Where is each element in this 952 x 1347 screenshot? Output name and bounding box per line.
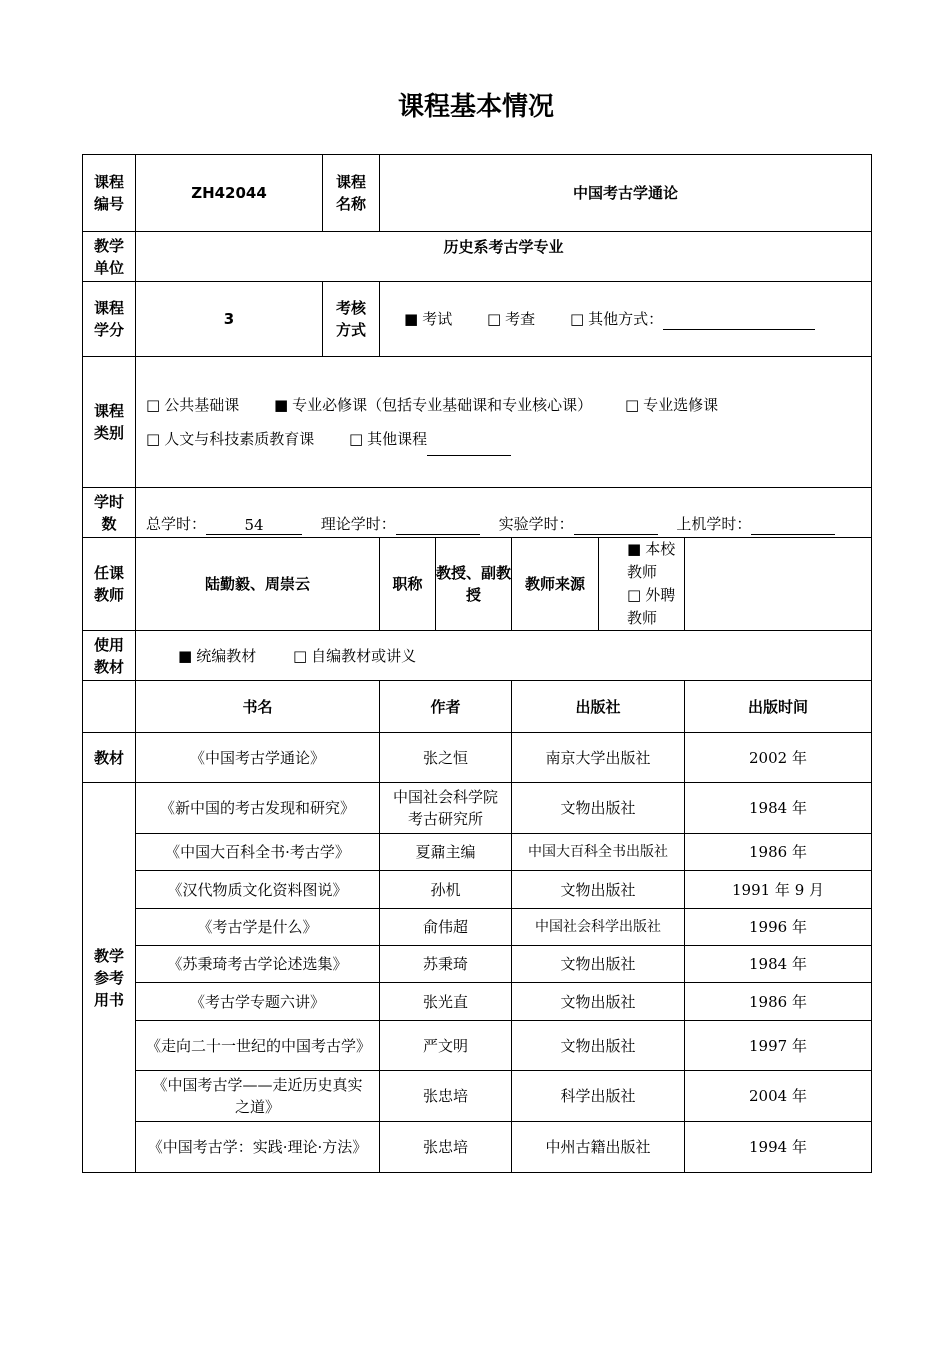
reference-date: 1984 年	[685, 946, 872, 983]
reference-author: 严文明	[380, 1021, 512, 1071]
book-header-title: 书名	[136, 681, 380, 733]
textbook-row	[83, 733, 872, 783]
reference-row	[83, 1021, 872, 1071]
teacher-label: 任课教师	[83, 538, 136, 631]
type-option-public[interactable]: □ 公共基础课	[146, 388, 239, 422]
book-header-author: 作者	[380, 681, 512, 733]
reference-date: 1997 年	[685, 1021, 872, 1071]
teacher-source-wrap	[512, 538, 685, 631]
course-name: 中国考古学通论	[380, 155, 872, 232]
type-option-other[interactable]: □ 其他课程	[349, 422, 511, 456]
course-type-row-2	[146, 422, 871, 456]
other-method-blank[interactable]	[663, 329, 815, 330]
exam-option-check[interactable]: □ 考查	[486, 310, 536, 328]
checkbox-icon: □	[146, 396, 161, 414]
reference-publisher: 科学出版社	[512, 1071, 685, 1122]
reference-author: 苏秉琦	[380, 946, 512, 983]
textbook-author: 张之恒	[380, 733, 512, 783]
reference-label: 教学参考用书	[83, 783, 136, 1173]
reference-date: 2004 年	[685, 1071, 872, 1122]
checkbox-icon: □	[292, 646, 308, 665]
teacher-source-subtable	[512, 538, 684, 630]
reference-row	[83, 783, 872, 834]
reference-row	[83, 909, 872, 946]
reference-row	[83, 1122, 872, 1173]
theory-hours-blank[interactable]	[396, 534, 480, 535]
reference-publisher: 文物出版社	[512, 983, 685, 1021]
reference-publisher: 中国大百科全书出版社	[512, 834, 685, 871]
exam-option-exam[interactable]: ■ 考试	[404, 310, 453, 328]
textbook-label: 教材	[83, 733, 136, 783]
reference-author: 中国社会科学院考古研究所	[380, 783, 512, 834]
material-label: 使用教材	[83, 631, 136, 681]
textbook-publisher: 南京大学出版社	[512, 733, 685, 783]
material-option-standard[interactable]: ■ 统编教材	[178, 646, 257, 665]
reference-title: 《考古学专题六讲》	[136, 983, 380, 1021]
reference-date: 1986 年	[685, 983, 872, 1021]
computer-hours-blank[interactable]	[751, 534, 835, 535]
checkbox-icon: □	[146, 430, 161, 448]
reference-date: 1994 年	[685, 1122, 872, 1173]
reference-publisher: 文物出版社	[512, 871, 685, 909]
other-course-blank[interactable]	[427, 455, 511, 456]
reference-row	[83, 1071, 872, 1122]
reference-publisher: 中州古籍出版社	[512, 1122, 685, 1173]
teacher-titles: 教授、副教授	[436, 538, 512, 631]
teacher-source-label: 教师来源	[512, 538, 599, 630]
book-header-empty	[83, 681, 136, 733]
teacher-names: 陆勤毅、周崇云	[136, 538, 380, 631]
exam-label: 考核方式	[323, 282, 380, 357]
book-header-row	[83, 681, 872, 733]
course-type-label: 课程类别	[83, 357, 136, 488]
teacher-title-label: 职称	[380, 538, 436, 631]
checkbox-icon: □	[624, 396, 640, 414]
reference-author: 俞伟超	[380, 909, 512, 946]
reference-row	[83, 983, 872, 1021]
reference-title: 《中国考古学——走近历史真实之道》	[136, 1071, 380, 1122]
source-option-internal[interactable]: ■ 本校教师	[627, 540, 676, 581]
reference-date: 1996 年	[685, 909, 872, 946]
checkbox-checked-icon: ■	[178, 646, 193, 665]
material-options	[136, 631, 872, 681]
hours-fields: 总学时： 54 理论学时： 实验学时： 上机学时：	[136, 488, 872, 538]
teacher-source-options	[599, 538, 685, 630]
source-option-external[interactable]: □ 外聘教师	[627, 586, 676, 627]
page-title: 课程基本情况	[397, 92, 554, 122]
exam-option-other[interactable]: □ 其他方式：	[570, 308, 815, 330]
reference-row	[83, 834, 872, 871]
checkbox-checked-icon: ■	[627, 540, 642, 558]
reference-author: 张忠培	[380, 1071, 512, 1122]
reference-publisher: 文物出版社	[512, 946, 685, 983]
textbook-title: 《中国考古学通论》	[136, 733, 380, 783]
reference-date: 1986 年	[685, 834, 872, 871]
course-type-row-1	[146, 388, 871, 422]
book-header-date: 出版时间	[685, 681, 872, 733]
reference-title: 《走向二十一世纪的中国考古学》	[136, 1021, 380, 1071]
course-code: ZH42044	[136, 155, 323, 232]
checkbox-icon: □	[569, 310, 585, 328]
reference-title: 《汉代物质文化资料图说》	[136, 871, 380, 909]
course-code-label: 课程编号	[83, 155, 136, 232]
book-header-publisher: 出版社	[512, 681, 685, 733]
course-type-options	[136, 357, 872, 488]
hours-label: 学时数	[83, 488, 136, 538]
reference-title: 《新中国的考古发现和研究》	[136, 783, 380, 834]
credit-value: 3	[136, 282, 323, 357]
material-option-self[interactable]: □ 自编教材或讲义	[292, 646, 417, 665]
type-option-elective[interactable]: □ 专业选修课	[625, 388, 718, 422]
teacher-source-spacer	[685, 538, 872, 631]
reference-title: 《中国大百科全书·考古学》	[136, 834, 380, 871]
checkbox-checked-icon: ■	[273, 396, 289, 414]
reference-row	[83, 946, 872, 983]
type-option-required[interactable]: ■ 专业必修课（包括专业基础课和专业核心课）	[274, 388, 592, 422]
reference-title: 《苏秉琦考古学论述选集》	[136, 946, 380, 983]
reference-date: 1984 年	[685, 783, 872, 834]
checkbox-checked-icon: ■	[404, 310, 419, 328]
checkbox-icon: □	[486, 310, 502, 328]
textbook-date: 2002 年	[685, 733, 872, 783]
reference-publisher: 中国社会科学出版社	[512, 909, 685, 946]
reference-row	[83, 871, 872, 909]
exam-options	[380, 282, 872, 357]
course-info-table	[82, 154, 872, 1173]
reference-author: 张忠培	[380, 1122, 512, 1173]
lab-hours-blank[interactable]	[574, 534, 658, 535]
credit-label: 课程学分	[83, 282, 136, 357]
total-hours-value[interactable]: 54	[206, 516, 302, 535]
teaching-unit-label: 教学单位	[83, 232, 136, 282]
teaching-unit: 历史系考古学专业	[136, 232, 872, 282]
checkbox-icon: □	[627, 586, 642, 604]
reference-title: 《考古学是什么》	[136, 909, 380, 946]
reference-publisher: 文物出版社	[512, 1021, 685, 1071]
reference-publisher: 文物出版社	[512, 783, 685, 834]
checkbox-icon: □	[348, 430, 364, 448]
reference-author: 孙机	[380, 871, 512, 909]
reference-author: 夏鼐主编	[380, 834, 512, 871]
reference-author: 张光直	[380, 983, 512, 1021]
reference-date: 1991 年 9 月	[685, 871, 872, 909]
course-name-label: 课程名称	[323, 155, 380, 232]
reference-title: 《中国考古学：实践·理论·方法》	[136, 1122, 380, 1173]
type-option-humanities[interactable]: □ 人文与科技素质教育课	[146, 422, 314, 456]
